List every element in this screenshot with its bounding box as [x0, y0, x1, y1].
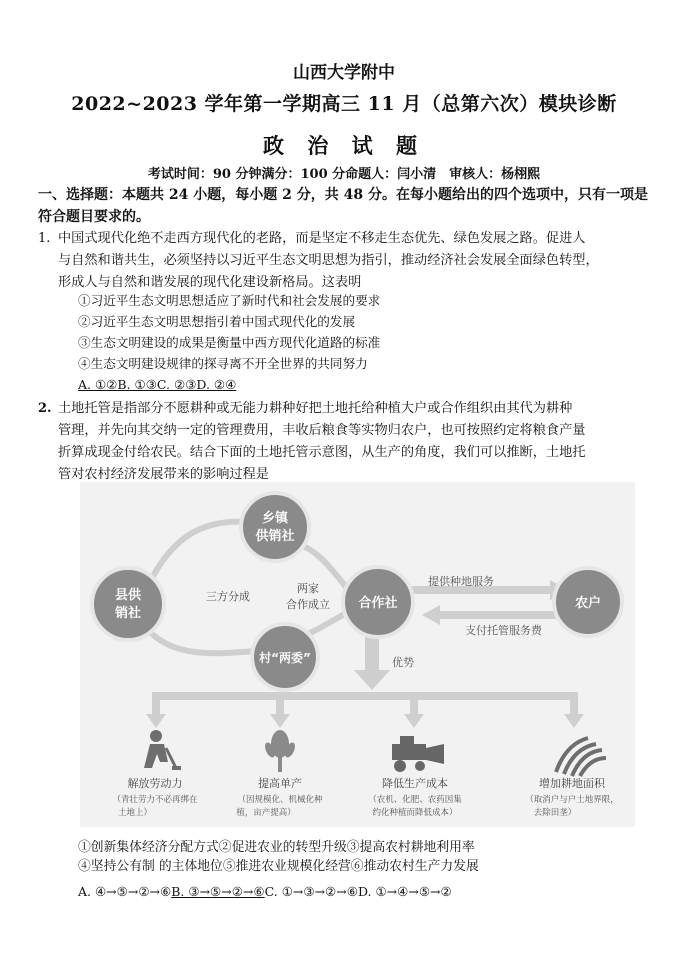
option-line: ①创新集体经济分配方式②促进农业的转型升级③提高农村耕地利用率 [78, 840, 475, 855]
wheat-icon [263, 730, 297, 772]
label-three-way-split: 三方分成 [206, 590, 250, 603]
node-village-committee [252, 624, 318, 690]
stem-line: 与自然和谐共生，必须坚持以习近平生态文明思想为指引，推动经济社会发展全面绿色转型， [58, 253, 599, 268]
answer-b: B. ③→⑤→②→⑥ [171, 884, 265, 899]
svg-text:乡镇: 乡镇 [261, 511, 289, 526]
question-2-answers [78, 882, 452, 902]
option-line: ④坚持公有制 的主体地位⑤推进农业规模化经营⑥推动农村生产力发展 [78, 859, 479, 874]
svg-text:（青壮劳力不必再绑在: （青壮劳力不必再绑在 [112, 795, 198, 805]
section-heading: 一、选择题：本题共 24 小题，每小题 2 分，共 48 分。在每小题给出的四个选项中，只有一项是符合题目要求的。 [38, 187, 648, 225]
svg-text:土地上）: 土地上） [117, 808, 153, 818]
node-county-coop [92, 568, 164, 640]
exam-meta: 考试时间：90 分钟满分：100 分命题人：闫小清 审核人：杨栩熙 [147, 167, 541, 182]
answer-c: C. ①→③→②→⑥ [264, 884, 358, 899]
label-two-parties-l2: 合作成立 [286, 598, 330, 611]
question-number: 2. [38, 401, 52, 416]
svg-text:降低生产成本: 降低生产成本 [382, 777, 448, 790]
question-2-stem [38, 398, 643, 486]
label-provide-service: 提供种地服务 [428, 575, 494, 588]
option-item: ④生态文明建设规律的探寻离不开全世界的共同努力 [78, 356, 368, 371]
label-advantage: 优势 [392, 656, 414, 669]
stem-line: 中国式现代化绝不走西方现代化的老路，而是坚定不移走生态优先、绿色发展之路。促进人 [58, 231, 586, 246]
exam-title: 2022~2023 学年第一学期高三 11 月（总第六次）模块诊断 [71, 93, 617, 115]
option-item: ②习近平生态文明思想指引着中国式现代化的发展 [78, 314, 356, 329]
benefit-lower-cost [368, 776, 462, 818]
question-1-stem [38, 228, 643, 294]
stem-line: 管对农村经济发展带来的影响过程是 [58, 467, 269, 482]
svg-text:增加耕地面积: 增加耕地面积 [539, 777, 605, 790]
label-two-parties-l1: 两家 [297, 582, 319, 595]
svg-text:村“两委”: 村“两委” [259, 651, 311, 665]
svg-text:（因规模化、机械化种: （因规模化、机械化种 [237, 795, 323, 805]
stem-line: 形成人与自然和谐发展的现代化建设新格局。这表明 [58, 275, 362, 290]
svg-text:（取消户与户土地界限，: （取消户与户土地界限， [525, 795, 619, 805]
plowed-field-icon [556, 738, 606, 776]
harvester-icon [392, 736, 444, 772]
option-item: ③生态文明建设的成果是衡量中西方现代化道路的标准 [78, 335, 381, 350]
question-1-answers [78, 375, 236, 395]
svg-text:供销社: 供销社 [255, 529, 295, 544]
land-trust-diagram [80, 482, 635, 827]
label-pay-fee: 支付托管服务费 [465, 624, 542, 637]
subject-title: 政 治 试 题 [263, 133, 425, 158]
svg-text:销社: 销社 [114, 606, 142, 621]
svg-text:植，亩产提高）: 植，亩产提高） [236, 808, 296, 818]
svg-text:约化种植而降低成本）: 约化种植而降低成本） [372, 808, 458, 818]
question-2-options [78, 838, 479, 876]
svg-text:去除田垄）: 去除田垄） [533, 808, 577, 818]
stem-line: 管理，并先向其交纳一定的管理费用，丰收后粮食等实物归农户，也可按照约定将粮食产量 [58, 423, 586, 438]
svg-text:合作社: 合作社 [358, 596, 398, 611]
stem-line: 折算成现金付给农民。结合下面的土地托管示意图，从生产的角度，我们可以推断，土地托 [58, 445, 586, 460]
question-1-options [78, 290, 380, 374]
svg-text:县供: 县供 [114, 588, 142, 603]
answer-d: D. ①→④→⑤→② [357, 884, 452, 899]
answer-choices: A. ①②B. ①③C. ②③D. ②④ [78, 377, 237, 392]
stem-line: 土地托管是指部分不愿耕种或无能力耕种好把土地托给种植大户或合作组织由其代为耕种 [58, 401, 573, 416]
benefit-free-labor [112, 776, 198, 818]
benefit-higher-yield [236, 776, 323, 818]
node-cooperative [343, 567, 413, 637]
svg-text:（农机、化肥、农药因集: （农机、化肥、农药因集 [368, 795, 462, 805]
node-farmer [554, 568, 622, 636]
question-number: 1. [38, 231, 51, 246]
benefit-more-farmland [525, 776, 619, 818]
svg-text:提高单产: 提高单产 [258, 777, 302, 790]
option-item: ①习近平生态文明思想适应了新时代和社会发展的要求 [78, 293, 381, 308]
school-name: 山西大学附中 [293, 63, 395, 83]
answer-a: A. ④→⑤→②→⑥ [78, 884, 172, 899]
svg-text:农户: 农户 [574, 596, 602, 611]
node-township-coop [241, 493, 309, 561]
digging-worker-icon [144, 730, 181, 770]
svg-text:解放劳动力: 解放劳动力 [127, 777, 183, 790]
